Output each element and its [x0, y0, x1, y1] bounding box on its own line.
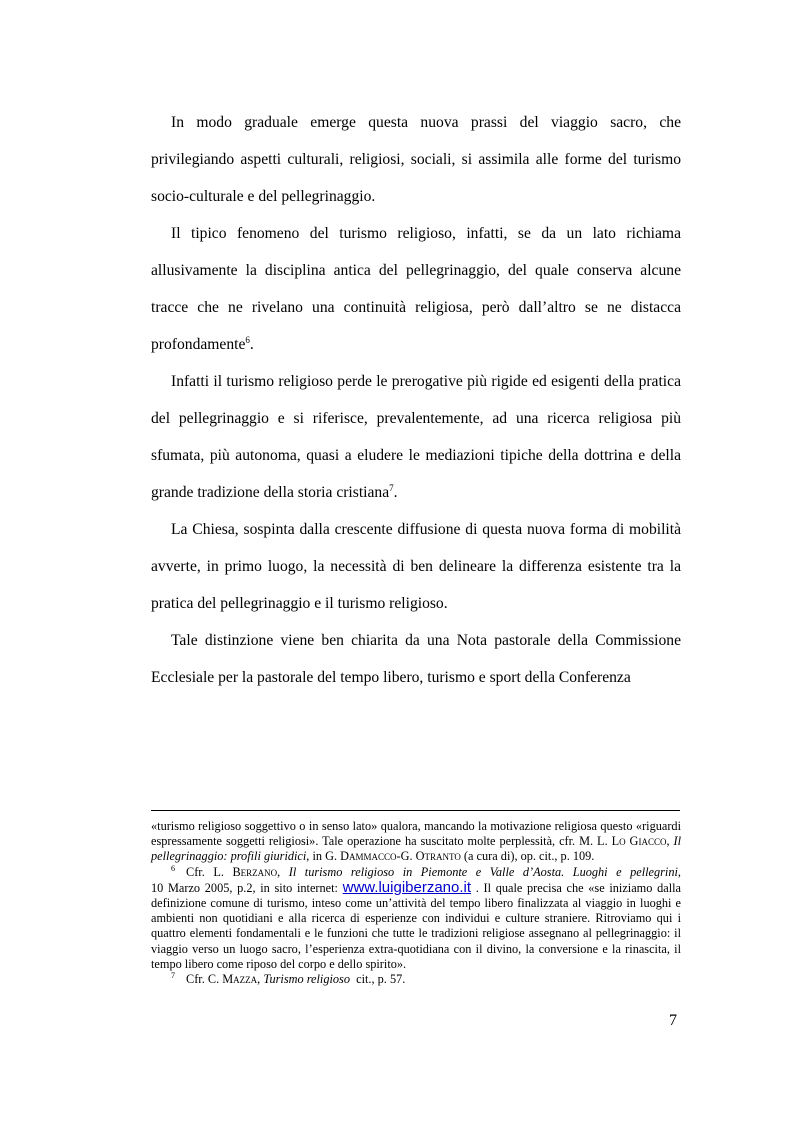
footnote-6: 6 Cfr. L. Berzano, Il turismo religioso in Piemonte e Valle d’Aosta. Luoghi e pellegrini, 10 Marzo 2005, p.2, in sito internet: www.luigiberzano.it . Il quale precisa che «se iniziamo dalla definizione comune di turismo, inteso come un’attività del tempo libero finalizzata al viaggio in luoghi e ambienti non quotidiani e alla ricerca di esperienze con individui e culture straniere. Ritroviamo qui i quattro elementi fondamentali e le funzioni che tutte le tradizioni religiose assegnano al pellegrinaggio: il viaggio verso un luogo sacro, l’esperienza extra-quotidiana con il divino, la conversione e la rinascita, il tempo libero come riposo del corpo e dello spirito». [151, 863, 681, 971]
footnotes [151, 819, 681, 987]
footnote-continued: «turismo religioso soggettivo o in senso lato» qualora, mancando la motivazione religiosa questo «riguardi espressamente soggetti religiosi». Tale operazione ha suscitato molte perplessità, cfr. M. L. Lo Giacco, Il pellegrinaggio: profili giuridici, in G. Dammacco-G. Otranto (a cura di), op. cit., p. 109. [151, 819, 681, 864]
website-link[interactable]: www.luigiberzano.it [342, 878, 472, 896]
footnote-ref-7[interactable]: 7 [389, 483, 394, 493]
footnote-7: 7 Cfr. C. Mazza, Turismo religioso cit., p. 57. [171, 971, 406, 987]
paragraph-4: La Chiesa, sospinta dalla crescente diffusione di questa nuova forma di mobilità avverte, in primo luogo, la necessità di ben delineare la differenza esistente tra la pratica del pellegrinaggio e il turismo religioso. [151, 521, 681, 612]
paragraph-5: Tale distinzione viene ben chiarita da una Nota pastorale della Commissione Ecclesiale per la pastorale del tempo libero, turismo e sport della Conferenza [151, 632, 681, 686]
paragraph-3: Infatti il turismo religioso perde le prerogative più rigide ed esigenti della pratica del pellegrinaggio e si riferisce, prevalentemente, ad una ricerca religiosa più sfumata, più autonoma, quasi a eludere le mediazioni tipiche della dottrina e della grande tradizione della storia cristiana$^7$. [151, 373, 681, 501]
footnote-ref-6[interactable]: 6 [245, 335, 250, 345]
body-text [151, 104, 681, 696]
footnote-separator [151, 810, 680, 811]
paragraph-2: Il tipico fenomeno del turismo religioso, infatti, se da un lato richiama allusivamente la disciplina antica del pellegrinaggio, del quale conserva alcune tracce che ne rivelano una continuità religiosa, però dall’altro se ne distacca profondamente$^6$. [151, 225, 681, 353]
paragraph-1: In modo graduale emerge questa nuova prassi del viaggio sacro, che privilegiando aspetti culturali, religiosi, sociali, si assimila alle forme del turismo socio-culturale e del pellegrinaggio. [151, 114, 681, 205]
page-number: 7 [669, 1012, 677, 1029]
